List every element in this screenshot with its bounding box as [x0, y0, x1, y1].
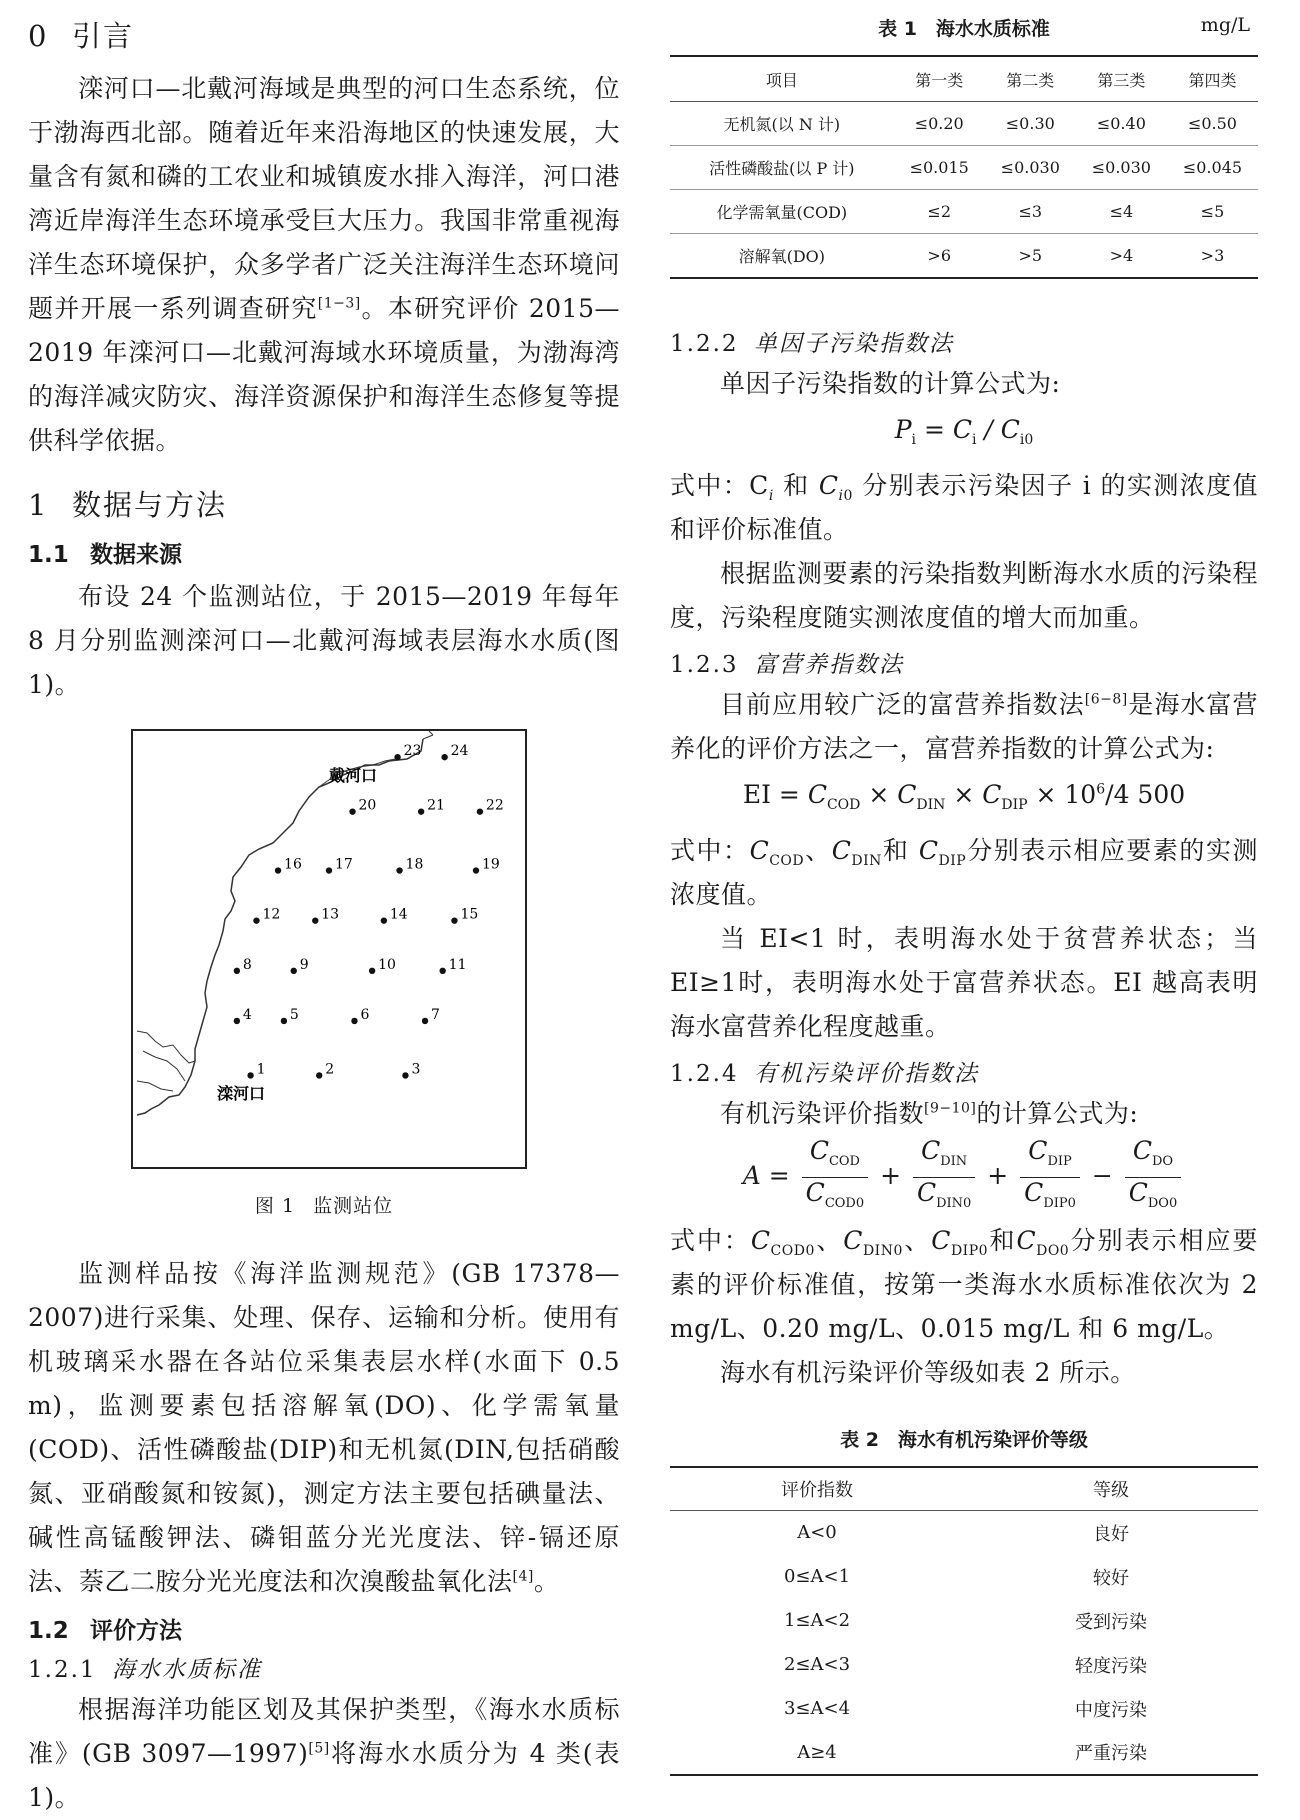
station-dot-20 [349, 808, 355, 814]
station-label-12: 12 [262, 906, 281, 923]
station-dot-13 [312, 917, 318, 923]
table-1-header-1: 第一类 [894, 56, 985, 102]
table-1-cell: ≤0.40 [1076, 102, 1167, 146]
table-row [670, 1511, 1258, 1555]
table-1-cell: ≤5 [1167, 190, 1258, 234]
table-1-cell: ≤4 [1076, 190, 1167, 234]
table-1-header-3: 第三类 [1076, 56, 1167, 102]
figure-1-caption: 图 1 监测站位 [254, 1195, 394, 1217]
station-label-10: 10 [378, 956, 396, 973]
ei-paragraph: 目前应用较广泛的富营养指数法[6−8]是海水富营养化的评价方法之一，富营养指数的计算公式为: [670, 689, 1258, 763]
station-dot-7 [422, 1018, 428, 1024]
opi-formula: A = $\frac{C_{COD}}{C_{COD0}}$ + $\frac{C_{DIN}}{C_{DIN0}}$ + $\frac{C_{DIP}}{C_{DIP0}}$ − $\frac{C_{DO}}{C_{DO0}}$ [670, 1136, 1258, 1219]
station-label-1: 1 [256, 1061, 266, 1078]
station-dot-15 [451, 917, 457, 923]
station-dot-19 [473, 867, 479, 873]
opi-paragraph-2: 海水有机污染评价等级如表 2 所示。 [720, 1357, 1136, 1387]
table-1-header-4: 第四类 [1167, 56, 1258, 102]
station-label-17: 17 [335, 856, 353, 873]
section-1-heading: 1 数据与方法 [28, 488, 228, 522]
table-row [670, 1555, 1258, 1599]
table-2-cell: 良好 [1093, 1523, 1129, 1545]
table-2-cell: 严重污染 [1075, 1743, 1147, 1764]
station-label-23: 23 [403, 743, 422, 760]
table-1-header-0: 项目 [670, 56, 894, 102]
table-1-caption: 表 1 海水水质标准 mg/L [878, 14, 1250, 40]
spi-paragraph: 单因子污染指数的计算公式为: [720, 368, 1061, 398]
table-row [670, 1731, 1258, 1775]
station-dot-6 [351, 1018, 357, 1024]
left-column [28, 0, 620, 1820]
station-dot-8 [234, 968, 240, 974]
station-dot-12 [253, 917, 259, 923]
right-column [670, 0, 1258, 1776]
station-label-15: 15 [460, 906, 479, 923]
station-dot-1 [247, 1072, 253, 1078]
sample-paragraph: 监测样品按《海洋监测规范》(GB 17378—2007)进行采集、处理、保存、运输和分析。使用有机玻璃采水器在各站位采集表层水样(水面下 0.5 m)，监测要素包括溶解氧(DO)、化学需氧量(COD)、活性磷酸盐(DIP)和无机氮(DIN,包括硝酸氮、亚硝酸氮和铵氮)，测定方法主要包括碘量法、碱性高锰酸钾法、磷钼蓝分光光度法、锌-镉还原法、萘乙二胺分光光度法和次溴酸盐氧化法[4]。 [28, 1259, 620, 1596]
table-1-unit: mg/L [1200, 14, 1250, 36]
table-2-cell: 2≤A<3 [783, 1654, 851, 1675]
table-1-cell: ≤0.50 [1167, 102, 1258, 146]
station-dot-14 [381, 917, 387, 923]
table-2-cell: 中度污染 [1075, 1699, 1147, 1721]
station-label-6: 6 [360, 1006, 370, 1023]
table-row [670, 102, 1258, 146]
station-label-9: 9 [299, 956, 309, 973]
shore-detail [423, 731, 433, 739]
station-label-14: 14 [389, 906, 408, 923]
table-2-cell: A<0 [797, 1522, 837, 1544]
table-1-cell: ≤0.20 [894, 102, 985, 146]
opi-where: 式中：$C_{COD0}$、$C_{DIN0}$、$C_{DIP0}$和$C_{DO0}$分别表示相应要素的评价标准值，按第一类海水水质标准依次为 2 mg/L、0.20 mg/L、0.015 mg/L 和 6 mg/L。 [670, 1225, 1258, 1343]
table-1-cell: ≤3 [985, 190, 1076, 234]
luanhe-estuary [137, 1031, 195, 1091]
table-2-header-0: 评价指数 [670, 1467, 964, 1511]
spi-paragraph-2: 根据监测要素的污染指数判断海水水质的污染程度，污染程度随实测浓度值的增大而加重。 [670, 558, 1258, 632]
coastline [137, 739, 423, 1115]
table-1-cell: 溶解氧(DO) [738, 246, 826, 266]
section-1-2-4-heading: 1.2.4 有机污染评价指数法 [670, 1060, 979, 1087]
table-2-caption: 表 2 海水有机污染评价等级 [840, 1428, 1088, 1451]
station-label-3: 3 [411, 1061, 421, 1078]
table-1-cell: 活性磷酸盐(以 P 计) [670, 146, 894, 190]
table-1-cell: >5 [1018, 245, 1043, 265]
table-row [670, 1687, 1258, 1731]
station-label-11: 11 [448, 956, 467, 973]
station-label-22: 22 [485, 797, 504, 814]
station-label-24: 24 [450, 743, 469, 760]
station-dot-3 [402, 1072, 408, 1078]
opi-paragraph: 有机污染评价指数[9−10]的计算公式为: [720, 1098, 1139, 1128]
ei-where: 式中：$C_{COD}$、$C_{DIN}$和 $C_{DIP}$分别表示相应要素的实测浓度值。 [670, 835, 1258, 909]
station-label-5: 5 [289, 1006, 299, 1023]
table-2-cell: 较好 [1093, 1567, 1129, 1589]
table-1-cell: >6 [927, 245, 951, 265]
station-dot-17 [326, 867, 332, 873]
station-label-20: 20 [358, 797, 377, 814]
ei-formula: EI = $C_{COD} \times C_{DIN} \times C_{DIP} \times 10^6/4$ 500 [742, 779, 1186, 813]
station-dot-4 [234, 1018, 240, 1024]
station-dot-18 [396, 867, 402, 873]
table-1 [670, 55, 1258, 279]
station-dot-10 [369, 968, 375, 974]
station-dot-2 [316, 1072, 322, 1078]
station-dot-16 [275, 867, 281, 873]
station-label-7: 7 [431, 1006, 440, 1023]
table-1-cell: ≤0.030 [985, 146, 1076, 190]
station-label-16: 16 [284, 856, 302, 873]
station-dot-21 [418, 808, 424, 814]
station-label-2: 2 [325, 1061, 335, 1078]
daihe-label: 戴河口 [329, 766, 378, 785]
station-dot-5 [281, 1018, 287, 1024]
standard-paragraph: 根据海洋功能区划及其保护类型，《海水水质标准》(GB 3097—1997)[5]将海水水质分为 4 类(表 1)。 [28, 1695, 620, 1812]
table-1-cell: 无机氮(以 N 计) [670, 102, 894, 146]
table-2-cell: 3≤A<4 [783, 1698, 851, 1719]
section-1-2-2-heading: 1.2.2 单因子污染指数法 [670, 330, 954, 357]
station-dot-9 [291, 968, 297, 974]
station-dot-11 [439, 968, 445, 974]
station-dot-22 [477, 808, 483, 814]
station-label-21: 21 [427, 797, 445, 814]
spi-where: 式中：$C_i$ 和 $C_{i0}$ 分别表示污染因子 i 的实测浓度值和评价标准值。 [670, 470, 1259, 544]
station-dot-23 [394, 754, 400, 760]
table-2-cell: 受到污染 [1075, 1611, 1147, 1633]
table-2-header-1: 等级 [964, 1467, 1258, 1511]
table-1-cell: ≤0.030 [1076, 146, 1167, 190]
section-0-heading: 0 引言 [28, 19, 135, 53]
table-row [670, 1643, 1258, 1687]
section-1-2-heading: 1.2 评价方法 [28, 1618, 182, 1644]
station-map-figure [131, 729, 527, 1169]
section-1-1-heading: 1.1 数据来源 [28, 542, 182, 568]
ei-paragraph-2: 当 EI<1 时，表明海水处于贫营养状态；当EI≥1时，表明海水处于富营养状态。EI 越高表明海水富营养化程度越重。 [670, 923, 1258, 1041]
station-label-18: 18 [405, 856, 424, 873]
table-2-cell: 0≤A<1 [783, 1566, 851, 1587]
table-1-cell: >4 [1109, 245, 1134, 265]
station-label-4: 4 [242, 1006, 252, 1023]
station-map [133, 731, 525, 1167]
table-2-cell: 轻度污染 [1075, 1655, 1147, 1677]
spi-formula: $P_i = C_i / C_{i0}$ [894, 414, 1034, 448]
station-label-8: 8 [242, 956, 252, 973]
station-label-13: 13 [321, 906, 340, 923]
data-source-paragraph: 布设 24 个监测站位，于 2015—2019 年每年 8 月分别监测滦河口—北戴河海域表层海水水质(图 1)。 [28, 582, 620, 699]
table-row [670, 234, 1258, 278]
station-dot-24 [441, 754, 447, 760]
table-1-cell: ≤0.045 [1167, 146, 1258, 190]
table-1-header-2: 第二类 [985, 56, 1076, 102]
intro-paragraph: 滦河口—北戴河海域是典型的河口生态系统，位于渤海西北部。随着近年来沿海地区的快速发展，大量含有氮和磷的工农业和城镇废水排入海洋，河口港湾近岸海洋生态环境承受巨大压力。我国非常重视海洋生态环境保护，众多学者广泛关注海洋生态环境问题并开展一系列调查研究[1−3]。本研究评价 2015—2019 年滦河口—北戴河海域水环境质量，为渤海湾的海洋减灾防灾、海洋资源保护和海洋生态修复等提供科学依据。 [28, 74, 620, 455]
luanhe-label: 滦河口 [217, 1084, 266, 1103]
table-2 [670, 1466, 1258, 1776]
section-1-2-3-heading: 1.2.3 富营养指数法 [670, 651, 904, 678]
table-1-cell: ≤0.015 [894, 146, 985, 190]
table-1-cell: >3 [1200, 245, 1225, 265]
table-1-cell: 化学需氧量(COD) [670, 190, 894, 234]
station-label-19: 19 [482, 856, 500, 873]
table-row [670, 1599, 1258, 1643]
table-1-cell: ≤2 [894, 190, 985, 234]
table-2-cell: A≥4 [797, 1741, 837, 1763]
section-1-2-1-heading: 1.2.1 海水水质标准 [28, 1657, 262, 1683]
table-row [670, 146, 1258, 190]
table-2-cell: 1≤A<2 [783, 1610, 851, 1631]
table-row [670, 190, 1258, 234]
table-1-cell: ≤0.30 [985, 102, 1076, 146]
